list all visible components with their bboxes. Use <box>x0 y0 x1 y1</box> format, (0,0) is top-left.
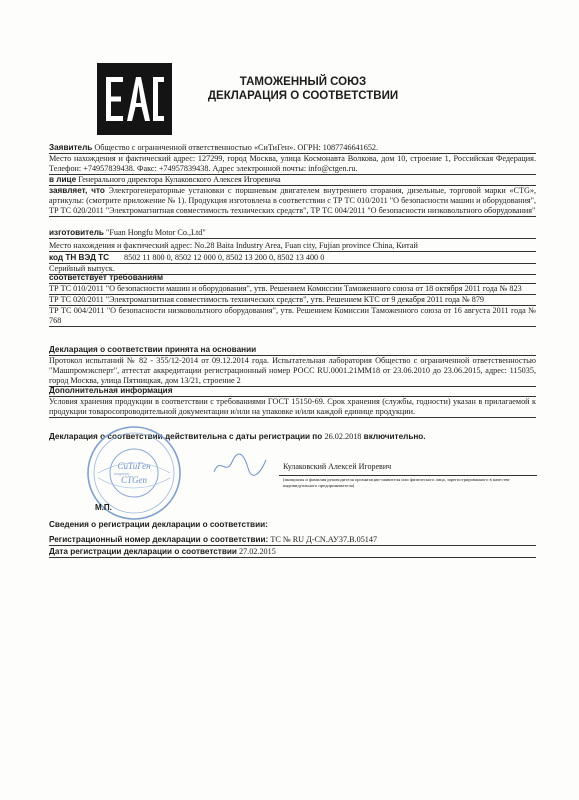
signature-line <box>279 475 537 476</box>
registration-date-value: 27.02.2015 <box>238 547 276 556</box>
sign-label: (подпись) <box>114 472 130 476</box>
applicant-label: Заявитель <box>49 143 93 152</box>
eac-logo <box>97 63 172 135</box>
person-value: Генерального директора Кулаковского Алексея Игоревича <box>78 175 281 184</box>
requirements-heading: соответствует требованиям <box>49 273 536 284</box>
tn-ved-row <box>49 253 536 264</box>
document-header <box>188 75 418 103</box>
signatory-name: Кулаковский Алексей Игоревич <box>283 462 392 471</box>
serial-release: Серийный выпуск. <box>49 264 536 275</box>
basis-heading: Декларация о соответствии принята на основании <box>49 345 536 356</box>
signature-mark <box>210 450 270 480</box>
additional-heading: Дополнительная информация <box>49 386 536 397</box>
declares-value: Электрогенераторные установки с поршневым двигателем внутреннего сгорания, дизельные, торговой марки «CTG», артикулы: (смотрите приложение № 1). Продукция изготовлена в соответствии с ТР ТС 010/2011 "О безопасности машин и оборудования", ТР ТС 020/2011 "Электромагнитная совместимость технических средств", ТР ТС 004/2011 "О безопасности низковольтного оборудования" <box>49 186 536 215</box>
requirements-section <box>49 273 536 327</box>
requirement-item: ТР ТС 020/2011 "Электромагнитная совместимость технических средств", утв. Решением КТС от 9 декабря 2011 года № 879 <box>49 295 536 306</box>
declares-section <box>49 186 536 217</box>
manufacturer-label: изготовитель <box>49 228 104 237</box>
stamp-text-top: СиТиГен <box>117 461 151 471</box>
manufacturer-section <box>49 228 536 275</box>
declares-label: заявляет, что <box>49 186 105 195</box>
registration-date-row <box>49 547 536 558</box>
registration-number-row <box>49 535 536 546</box>
additional-text: Условия хранения продукции в соответствии с требованиями ГОСТ 15150-69. Срок хранения (службы, годности) указан в прилагаемой к продукции товаросопроводительной документации и/или на упаковке и/или каждой единице продукции. <box>49 397 536 416</box>
signatory-note: (инициалы и фамилия руководителя организации-заявителя или физического лица, зарегистрированного в качестве индивидуального предпринимателя) <box>283 477 510 488</box>
registration-date-label: Дата регистрации декларации о соответствии <box>49 547 237 556</box>
registration-number-value: ТС № RU Д-CN.АУ37.В.05147 <box>270 535 378 544</box>
basis-text: Протокол испытаний № 82 - 355/12-2014 от 09.12.2014 года. Испытательная лаборатория Общество с ограниченной ответственностью "Машпромэксперт", аттестат аккредитации регистрационный номер РОСС RU.0001.21ММ18 от 23.06.2010 до 23.06.2015, адрес: 115035, город Москва, улица Пятницкая, дом 13/21, строение 2 <box>49 356 536 385</box>
customs-union-title: ТАМОЖЕННЫЙ СОЮЗ <box>239 76 367 88</box>
person-label: в лице <box>49 175 77 184</box>
tn-ved-value: 8502 11 800 0, 8502 12 000 0, 8502 13 200 0, 8502 13 400 0 <box>124 253 325 262</box>
requirement-item: ТР ТС 010/2011 "О безопасности машин и оборудования", утв. Решением Комиссии Таможенного союза от 18 октября 2011 года № 823 <box>49 284 536 295</box>
manufacturer-value: "Fuan Hongfu Motor Co.,Ltd" <box>106 228 206 237</box>
declaration-title: ДЕКЛАРАЦИЯ О СООТВЕТСТВИИ <box>207 90 399 102</box>
applicant-value: Общество с ограниченной ответственностью «СиТиГен». ОГРН: 1087746641652. <box>94 143 379 152</box>
validity-date: 26.02.2018 <box>324 432 362 441</box>
manufacturer-address: Место нахождения и фактический адрес: No.28 Baita Industry Area, Fuan city, Fujian province China, Китай <box>49 241 536 252</box>
stamp-text-bottom: CTGen <box>120 475 148 485</box>
validity-suffix: включительно. <box>363 432 426 441</box>
basis-section <box>49 345 536 387</box>
registration-heading: Сведения о регистрации декларации о соответствии: <box>49 520 268 529</box>
stamp-place-mark: М.П. <box>95 503 112 512</box>
registration-section <box>49 535 536 558</box>
requirement-item: ТР ТС 004/2011 "О безопасности низковольтного оборудования", утв. Решением Комиссии Таможенного союза от 16 августа 2011 года № 768 <box>49 306 536 325</box>
additional-section <box>49 386 536 418</box>
registration-number-label: Регистрационный номер декларации о соответствии: <box>49 535 269 544</box>
applicant-section <box>49 143 536 186</box>
validity-prefix: Декларация о соответствии действительна с даты регистрации по <box>49 432 323 441</box>
applicant-address: Место нахождения и фактический адрес: 127299, город Москва, улица Космонавта Волкова, дом 10, строение 1, Российская Федерация. Телефон: +74957839438. Факс: +74957839438. Адрес электронной почты: info@ctgen.ru. <box>49 154 536 173</box>
tn-ved-label: код ТН ВЭД ТС <box>49 253 110 262</box>
